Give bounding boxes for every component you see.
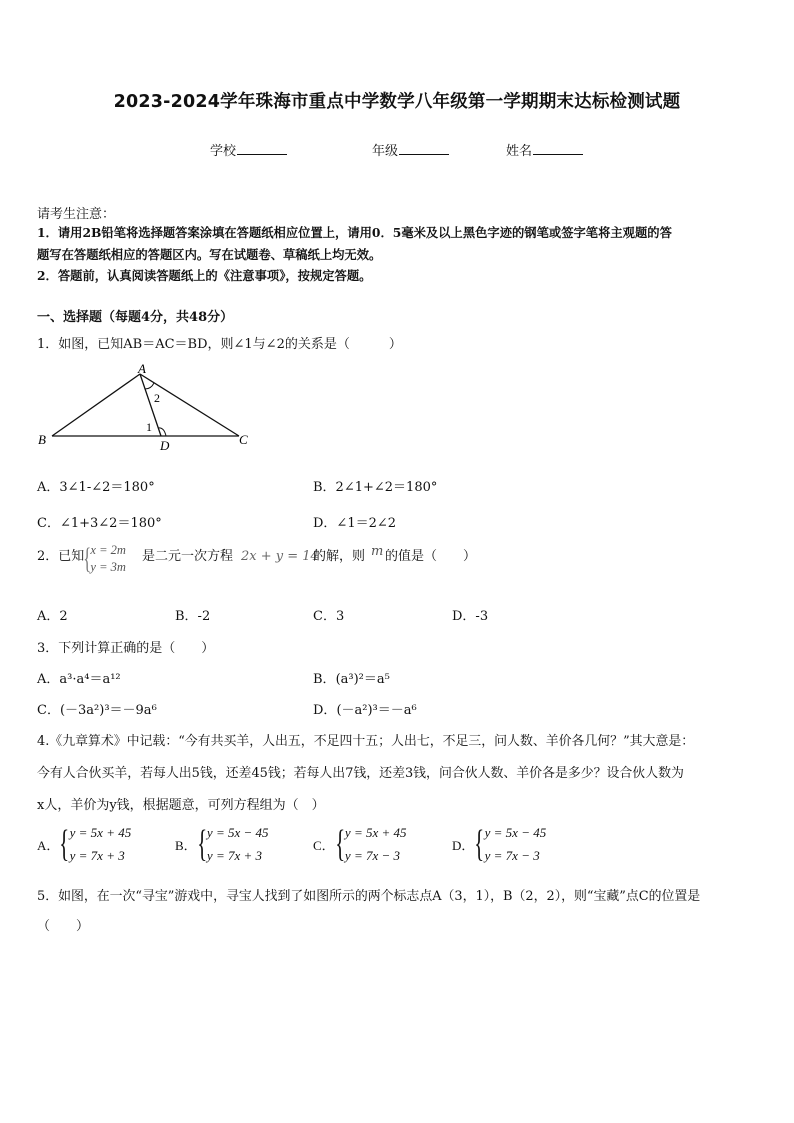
q4-option-b-brace: { — [196, 823, 207, 865]
q3-option-b-expr: (a³)²＝a⁵ — [335, 672, 390, 687]
q4-option-b-label: B． — [175, 837, 197, 853]
grade-label: 年级 — [372, 144, 399, 159]
q4-option-c-eq2: y = 7x − 3 — [344, 848, 401, 863]
notice-heading: 请考生注意： — [37, 207, 116, 222]
q3-option-d[interactable] — [313, 699, 417, 718]
q2-brace: { — [83, 542, 92, 575]
q2-option-c[interactable]: C．3 — [313, 609, 345, 624]
q4-option-a-label: A． — [37, 837, 60, 853]
q4-option-a[interactable] — [37, 821, 131, 867]
notice-line-2: 题写在答题纸相应的答题区内。写在试题卷、草稿纸上均无效。 — [37, 247, 382, 262]
vertex-a-label: A — [138, 362, 146, 376]
section-heading: 一、选择题（每题4分，共48分） — [37, 310, 234, 325]
q1-triangle-figure — [34, 362, 252, 454]
school-blank — [237, 143, 287, 155]
q2-system-line-2: y = 3m — [90, 560, 126, 574]
school-field — [210, 140, 287, 159]
q2-variable: m — [371, 544, 384, 559]
q4-option-a-brace: { — [59, 823, 70, 865]
q1-option-b[interactable]: B．2∠1+∠2＝180° — [313, 480, 438, 495]
q1-option-d[interactable]: D．∠1＝2∠2 — [313, 516, 397, 531]
q2-option-b[interactable]: B．-2 — [175, 609, 211, 624]
q4-option-b-eq1: y = 5x − 45 — [206, 825, 269, 840]
q2-system — [84, 542, 126, 576]
angle-2-arc — [145, 383, 154, 389]
q4-option-d[interactable] — [452, 821, 546, 867]
q4-option-c-label: C． — [313, 837, 335, 853]
q3-option-a-expr: a³·a⁴＝a¹² — [59, 672, 121, 687]
q4-stem-line-3: x人，羊价为y钱，根据题意，可列方程组为（ ） — [37, 798, 325, 813]
notice-line-3: 2．答题前，认真阅读答题纸上的《注意事项》，按规定答题。 — [37, 268, 372, 283]
q3-option-b[interactable] — [313, 668, 390, 687]
q4-option-c-eq1: y = 5x + 45 — [344, 825, 407, 840]
angle-2-label: 2 — [154, 391, 160, 405]
q2-stem-post: 的解，则 — [313, 549, 366, 564]
q4-option-c[interactable] — [313, 821, 407, 867]
q4-option-b-eq2: y = 7x + 3 — [206, 848, 263, 863]
school-label: 学校 — [210, 144, 237, 159]
grade-field — [372, 140, 449, 159]
q3-option-b-label: B． — [313, 672, 336, 687]
grade-blank — [399, 143, 449, 155]
vertex-d-label: D — [160, 438, 170, 453]
q5-stem-line-1: 5．如图，在一次“寻宝”游戏中，寻宝人找到了如图所示的两个标志点A（3，1），B（2，2），则“宝藏”点C的位置是 — [37, 889, 701, 904]
q3-option-d-expr: (－a²)³＝－a⁶ — [336, 703, 417, 718]
name-field — [506, 140, 583, 159]
q4-option-a-eq2: y = 7x + 3 — [69, 848, 125, 863]
q3-option-c-expr: (－3a²)³＝－9a⁶ — [59, 703, 157, 718]
q2-option-a[interactable]: A．2 — [37, 609, 68, 624]
q2-system-line-1: x = 2m — [90, 543, 126, 557]
q4-option-d-brace: { — [474, 823, 485, 865]
q2-stem-end: 的值是（ ） — [385, 549, 477, 564]
q2-option-d[interactable]: D．-3 — [452, 609, 489, 624]
q1-option-c[interactable]: C．∠1+3∠2＝180° — [37, 516, 162, 531]
segment-ac — [140, 374, 239, 436]
name-blank — [533, 143, 583, 155]
q3-stem: 3．下列计算正确的是（ ） — [37, 641, 215, 656]
q3-option-c-label: C． — [37, 703, 60, 718]
notice-line-1: 1．请用2B铅笔将选择题答案涂填在答题纸相应位置上，请用0．5毫米及以上黑色字迹的钢笔或签字笔将主观题的答 — [37, 225, 672, 240]
q5-stem-line-2: （ ） — [37, 919, 90, 934]
q1-stem: 1．如图，已知AB＝AC＝BD，则∠1与∠2的关系是（ ） — [37, 337, 402, 352]
q3-option-a[interactable] — [37, 668, 121, 687]
q3-option-a-label: A． — [37, 672, 60, 687]
q3-option-c[interactable] — [37, 699, 157, 718]
q1-option-a[interactable]: A．3∠1-∠2＝180° — [37, 480, 155, 495]
segment-ab — [52, 374, 140, 436]
q4-option-c-brace: { — [334, 823, 345, 865]
angle-1-label: 1 — [146, 420, 152, 434]
q4-option-d-eq1: y = 5x − 45 — [484, 825, 547, 840]
q3-option-d-label: D． — [313, 703, 337, 718]
q2-equation: 2x + y = 14 — [241, 549, 319, 564]
q4-stem-line-1: 4.《九章算术》中记载：“今有共买羊，人出五，不足四十五；人出七，不足三，问人数、羊价各几何？”其大意是： — [37, 734, 695, 749]
vertex-c-label: C — [239, 432, 248, 447]
page-title: 2023-2024学年珠海市重点中学数学八年级第一学期期末达标检测试题 — [113, 92, 681, 112]
q4-option-d-label: D． — [452, 837, 475, 853]
q2-stem-mid: 是二元一次方程 — [142, 549, 234, 564]
q4-stem-line-2: 今有人合伙买羊，若每人出5钱，还差45钱；若每人出7钱，还差3钱，问合伙人数、羊价各是多少？设合伙人数为 — [37, 766, 684, 781]
q2-stem-pre: 2．已知 — [37, 549, 85, 564]
name-label: 姓名 — [506, 144, 533, 159]
q4-option-b[interactable] — [175, 821, 269, 867]
q4-option-a-eq1: y = 5x + 45 — [69, 825, 132, 840]
q4-option-d-eq2: y = 7x − 3 — [484, 848, 540, 863]
vertex-b-label: B — [38, 432, 46, 447]
